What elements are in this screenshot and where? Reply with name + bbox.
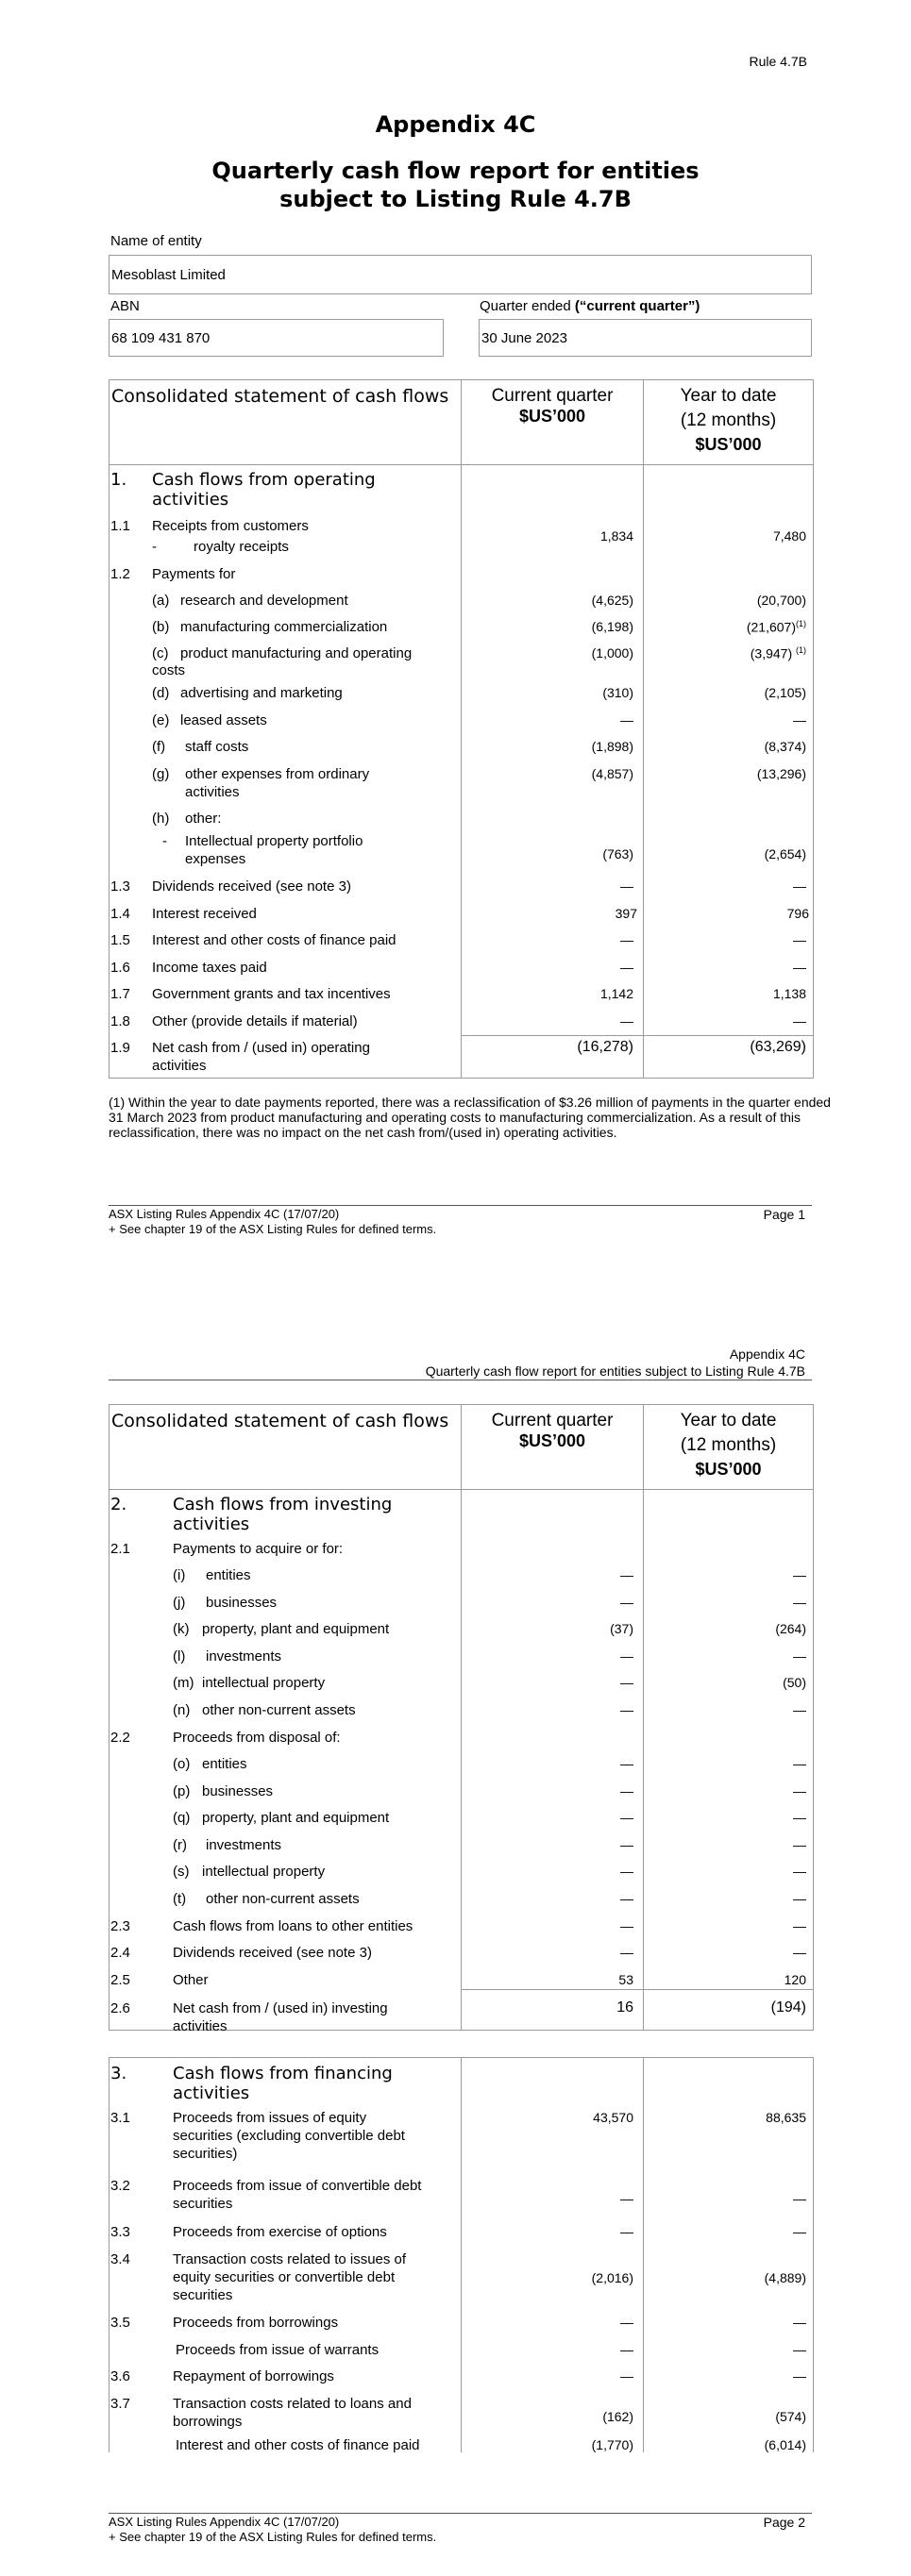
rule-tag: Rule 4.7B [749,54,807,69]
row-3-6-num: 3.6 [110,2368,130,2384]
row-1-6-label: Income taxes paid [152,960,267,976]
row-q-current: — [620,1810,633,1825]
row-b-ytd-note: (1) [796,619,806,628]
row-3-7-label-line1: Transaction costs related to loans and [173,2396,412,2412]
ytd-label-p2: Year to date [680,1411,777,1430]
row-l-ytd: — [793,1648,806,1664]
row-d-letter: (d) [152,685,170,701]
entity-name-field [109,255,812,294]
row-3-4-label-line2: equity securities or convertible debt [173,2269,396,2285]
row-2-6-label-line2: activities [173,2018,228,2034]
row-p-label: businesses [202,1783,274,1799]
row-o-label: entities [202,1756,247,1772]
row-1-6-num: 1.6 [110,960,130,976]
row-b-current: (6,198) [591,619,633,634]
row-3-1-num: 3.1 [110,2110,130,2126]
row-3-7-ytd: (574) [775,2409,806,2424]
row-1-5-num: 1.5 [110,932,130,948]
row-2-5-ytd: 120 [784,1972,806,1987]
row-ip-label-line1: Intellectual property portfolio [185,833,363,849]
row-1-7-num: 1.7 [110,986,130,1002]
row-q-letter: (q) [173,1810,191,1826]
row-e-label: leased assets [180,712,267,728]
row-1-3-label: Dividends received (see note 3) [152,878,351,895]
section-1-title-line1: Cash flows from operating [152,470,376,490]
row-interest-paid-label: Interest and other costs of finance paid [176,2437,420,2453]
row-j-ytd: — [793,1595,806,1610]
row-a-letter: (a) [152,593,170,609]
row-b-label: manufacturing commercialization [180,619,388,635]
row-n-letter: (n) [173,1702,191,1718]
row-3-3-num: 3.3 [110,2224,130,2240]
row-3-2-num: 3.2 [110,2178,130,2194]
row-3-3-label: Proceeds from exercise of options [173,2224,387,2240]
section-2-title-line1: Cash flows from investing [173,1495,393,1514]
ytd-unit: $US’000 [695,435,762,454]
row-d-ytd: (2,105) [764,685,806,700]
ytd-label: Year to date [680,386,777,406]
row-r-ytd: — [793,1837,806,1852]
row-k-letter: (k) [173,1621,190,1637]
quarter-ended-field [479,319,812,357]
row-b-ytd-value: (21,607) [746,619,796,635]
row-2-3-ytd: — [793,1918,806,1933]
row-i-label: entities [206,1567,251,1583]
row-warrants-label: Proceeds from issue of warrants [176,2342,380,2358]
quarter-label-plain: Quarter ended [480,298,575,314]
appendix-title: Appendix 4C [375,111,536,138]
row-1-8-current: — [620,1013,633,1029]
row-2-3-num: 2.3 [110,1918,130,1934]
row-ip-current: (763) [602,846,633,861]
row-b-ytd [747,619,806,635]
ytd-period-p2: (12 months) [680,1435,777,1455]
row-j-label: businesses [206,1595,278,1611]
row-1-4-label: Interest received [152,906,257,922]
row-1-7-current: 1,142 [599,986,633,1001]
row-2-6-label-line1: Net cash from / (used in) investing [173,2000,388,2016]
row-1-1-current: 1,834 [599,528,633,544]
row-1-1-ytd: 7,480 [772,528,806,544]
row-3-4-ytd: (4,889) [764,2270,806,2285]
row-e-letter: (e) [152,712,170,728]
section-2-title-line2: activities [173,1514,250,1534]
row-1-6-current: — [620,960,633,975]
row-p-current: — [620,1783,633,1798]
row-a-ytd: (20,700) [756,593,806,608]
row-g-letter: (g) [152,766,170,782]
row-l-letter: (l) [173,1648,186,1664]
row-1-2-num: 1.2 [110,566,130,582]
row-q-label: property, plant and equipment [202,1810,390,1826]
section-1-num: 1. [110,470,127,490]
row-3-1-label-line2: securities (excluding convertible debt [173,2128,405,2144]
row-b-letter: (b) [152,619,170,635]
row-n-ytd: — [793,1702,806,1717]
reclassification-note: (1) Within the year to date payments reported, there was a reclassification of $3.26 million of payments in the quarter ended 31 March 2023 from product manufacturing and operating costs to manufacturing commercialization. As a result of this reclassification, there was no impact on the net cash from/(used in) operating activities. [109,1095,831,1140]
current-quarter-label: Current quarter [491,386,614,406]
row-2-6-current: 16 [616,1999,633,2016]
row-k-ytd: (264) [775,1621,806,1636]
row-interest-paid-current: (1,770) [591,2437,633,2452]
row-e-ytd: — [793,712,806,728]
row-f-label: staff costs [185,739,249,755]
row-n-label: other non-current assets [202,1702,356,1718]
entity-name-label: Name of entity [110,233,202,249]
footer-page-number-1: Page 1 [763,1207,805,1222]
footer-divider-page1 [109,1205,812,1206]
row-3-1-ytd: 88,635 [766,2110,806,2125]
row-2-6-ytd: (194) [770,1999,806,2016]
row-1-9-ytd: (63,269) [750,1039,806,1055]
row-n-current: — [620,1702,633,1717]
current-quarter-header [462,380,644,465]
row-s-letter: (s) [173,1864,190,1880]
row-i-ytd: — [793,1567,806,1582]
row-1-1-sub-label: royalty receipts [194,539,289,555]
row-1-8-label: Other (provide details if material) [152,1013,358,1029]
row-h-letter: (h) [152,811,170,827]
abn-label: ABN [110,298,140,314]
row-h-label: other: [185,811,222,827]
row-1-1-label: Receipts from customers [152,518,309,534]
row-c-letter: (c) [152,645,169,661]
row-3-1-label-line3: securities) [173,2146,238,2162]
quarter-label-bold: (“current quarter”) [574,298,700,314]
row-d-current: (310) [602,685,633,700]
row-p-letter: (p) [173,1783,191,1799]
row-1-3-current: — [620,878,633,894]
row-3-5-current: — [620,2315,633,2330]
row-2-2-label: Proceeds from disposal of: [173,1730,341,1746]
row-3-3-ytd: — [793,2224,806,2239]
row-t-ytd: — [793,1891,806,1906]
row-m-letter: (m) [173,1675,194,1691]
row-g-ytd: (13,296) [756,766,806,781]
row-2-3-current: — [620,1918,633,1933]
row-3-4-num: 3.4 [110,2251,130,2267]
row-3-5-ytd: — [793,2315,806,2330]
row-3-7-label-line2: borrowings [173,2414,243,2430]
section-3-title-line1: Cash flows from financing [173,2064,393,2083]
row-q-ytd: — [793,1810,806,1825]
row-a-label: research and development [180,593,348,609]
row-g-current: (4,857) [591,766,633,781]
row-c-label-line1: product manufacturing and operating [180,645,413,661]
row-2-2-num: 2.2 [110,1730,130,1746]
section-3-title-line2: activities [173,2083,250,2103]
row-k-label: property, plant and equipment [202,1621,390,1637]
row-3-5-label: Proceeds from borrowings [173,2315,339,2331]
row-s-current: — [620,1864,633,1879]
footer-divider-page2 [109,2513,812,2514]
row-3-4-label-line1: Transaction costs related to issues of [173,2251,407,2267]
row-3-4-current: (2,016) [591,2270,633,2285]
row-c-ytd-note: (1) [796,645,806,655]
row-1-7-ytd: 1,138 [772,986,806,1001]
row-m-ytd: (50) [783,1675,806,1690]
row-m-current: — [620,1675,633,1690]
ytd-unit-p2: $US’000 [695,1460,762,1479]
row-1-1-sub-dash: - [152,539,157,555]
row-ip-label-line2: expenses [185,851,246,867]
row-3-6-ytd: — [793,2368,806,2384]
row-3-7-current: (162) [602,2409,633,2424]
quarter-ended-label [480,298,700,314]
row-i-letter: (i) [173,1567,186,1583]
row-2-5-current: 53 [618,1972,633,1987]
footer-left2-page1: + See chapter 19 of the ASX Listing Rules for defined terms. [109,1222,437,1236]
row-3-5-num: 3.5 [110,2315,130,2331]
row-c-ytd-value: (3,947) [750,645,793,661]
row-l-current: — [620,1648,633,1664]
row-1-3-ytd: — [793,878,806,894]
footer-page-number-2: Page 2 [763,2515,805,2530]
row-r-current: — [620,1837,633,1852]
row-2-4-ytd: — [793,1945,806,1960]
row-1-5-label: Interest and other costs of finance paid [152,932,396,948]
row-1-6-ytd: — [793,960,806,975]
footer-left1-page1: ASX Listing Rules Appendix 4C (17/07/20) [109,1207,340,1221]
row-1-1-num: 1.1 [110,518,130,534]
row-t-current: — [620,1891,633,1906]
row-1-2-label: Payments for [152,566,236,582]
row-p-ytd: — [793,1783,806,1798]
section-3-num: 3. [110,2064,127,2083]
footer-left1-page2: ASX Listing Rules Appendix 4C (17/07/20) [109,2515,340,2529]
row-1-3-num: 1.3 [110,878,130,895]
row-k-current: (37) [610,1621,633,1636]
row-t-letter: (t) [173,1891,187,1907]
row-f-current: (1,898) [591,739,633,754]
row-3-2-label-line1: Proceeds from issue of convertible debt [173,2178,422,2194]
row-3-6-label: Repayment of borrowings [173,2368,334,2384]
row-g-label-line1: other expenses from ordinary [185,766,370,782]
table-header-title: Consolidated statement of cash flows [110,380,462,465]
row-i-current: — [620,1567,633,1582]
row-3-2-label-line2: securities [173,2196,233,2212]
row-warrants-ytd: — [793,2342,806,2357]
row-a-current: (4,625) [591,593,633,608]
row-1-8-num: 1.8 [110,1013,130,1029]
row-1-5-current: — [620,932,633,947]
row-1-4-num: 1.4 [110,906,130,922]
row-1-8-ytd: — [793,1013,806,1029]
row-3-7-num: 3.7 [110,2396,130,2412]
row-1-4-ytd: 796 [786,906,809,921]
row-1-9-current: (16,278) [577,1039,633,1055]
report-title-line1: Quarterly cash flow report for entities [211,158,700,184]
row-2-4-label: Dividends received (see note 3) [173,1945,372,1961]
row-c-label-line2: costs [152,662,186,678]
row-f-ytd: (8,374) [764,739,806,754]
row-warrants-current: — [620,2342,633,2357]
row-2-4-num: 2.4 [110,1945,130,1961]
row-3-4-label-line3: securities [173,2287,233,2303]
row-f-letter: (f) [152,739,166,755]
row-2-6-num: 2.6 [110,2000,130,2016]
row-2-5-label: Other [173,1972,209,1988]
row-c-ytd [751,645,806,661]
row-o-letter: (o) [173,1756,191,1772]
row-e-current: — [620,712,633,728]
row-3-1-label-line1: Proceeds from issues of equity [173,2110,367,2126]
row-1-9-label-line1: Net cash from / (used in) operating [152,1040,370,1056]
row-2-5-num: 2.5 [110,1972,130,1988]
current-quarter-header-p2 [462,1405,644,1490]
quarter-value: 30 June 2023 [481,329,567,346]
ytd-header [644,380,814,465]
abn-value: 68 109 431 870 [111,329,211,346]
row-2-1-num: 2.1 [110,1541,130,1557]
row-ip-dash: - [162,833,167,849]
row-3-2-ytd: — [793,2191,806,2206]
row-o-current: — [620,1756,633,1771]
row-3-1-current: 43,570 [593,2110,633,2125]
current-quarter-unit: $US’000 [518,407,586,426]
row-t-label: other non-current assets [206,1891,360,1907]
row-c-current: (1,000) [591,645,633,661]
footer-left2-page2: + See chapter 19 of the ASX Listing Rules for defined terms. [109,2530,437,2544]
row-2-1-label: Payments to acquire or for: [173,1541,344,1557]
row-ip-ytd: (2,654) [764,846,806,861]
row-1-4-current: 397 [615,906,637,921]
row-1-9-label-line2: activities [152,1058,207,1074]
row-r-letter: (r) [173,1837,187,1853]
row-3-3-current: — [620,2224,633,2239]
page2-header-line1: Appendix 4C [729,1347,805,1362]
row-d-label: advertising and marketing [180,685,343,701]
ytd-period: (12 months) [680,410,777,430]
row-3-6-current: — [620,2368,633,2384]
row-1-5-ytd: — [793,932,806,947]
row-j-letter: (j) [173,1595,186,1611]
row-2-3-label: Cash flows from loans to other entities [173,1918,413,1934]
report-title-line2: subject to Listing Rule 4.7B [279,186,632,212]
row-1-7-label: Government grants and tax incentives [152,986,391,1002]
row-o-ytd: — [793,1756,806,1771]
section-1-title-line2: activities [152,490,229,510]
row-3-2-current: — [620,2191,633,2206]
row-interest-paid-ytd: (6,014) [764,2437,806,2452]
entity-name-value: Mesoblast Limited [111,266,226,283]
current-quarter-unit-p2: $US’000 [518,1431,586,1450]
row-2-4-current: — [620,1945,633,1960]
row-j-current: — [620,1595,633,1610]
row-l-label: investments [206,1648,282,1664]
report-title [0,157,911,213]
row-g-label-line2: activities [185,784,240,800]
row-s-label: intellectual property [202,1864,326,1880]
abn-field [109,319,444,357]
ytd-header-p2 [644,1405,814,1490]
section-2-num: 2. [110,1495,127,1514]
table-header-title-p2: Consolidated statement of cash flows [110,1405,462,1490]
row-s-ytd: — [793,1864,806,1879]
row-r-label: investments [206,1837,282,1853]
row-1-9-num: 1.9 [110,1040,130,1056]
current-quarter-label-p2: Current quarter [491,1411,614,1430]
row-m-label: intellectual property [202,1675,326,1691]
page2-header-line2: Quarterly cash flow report for entities subject to Listing Rule 4.7B [425,1363,805,1379]
